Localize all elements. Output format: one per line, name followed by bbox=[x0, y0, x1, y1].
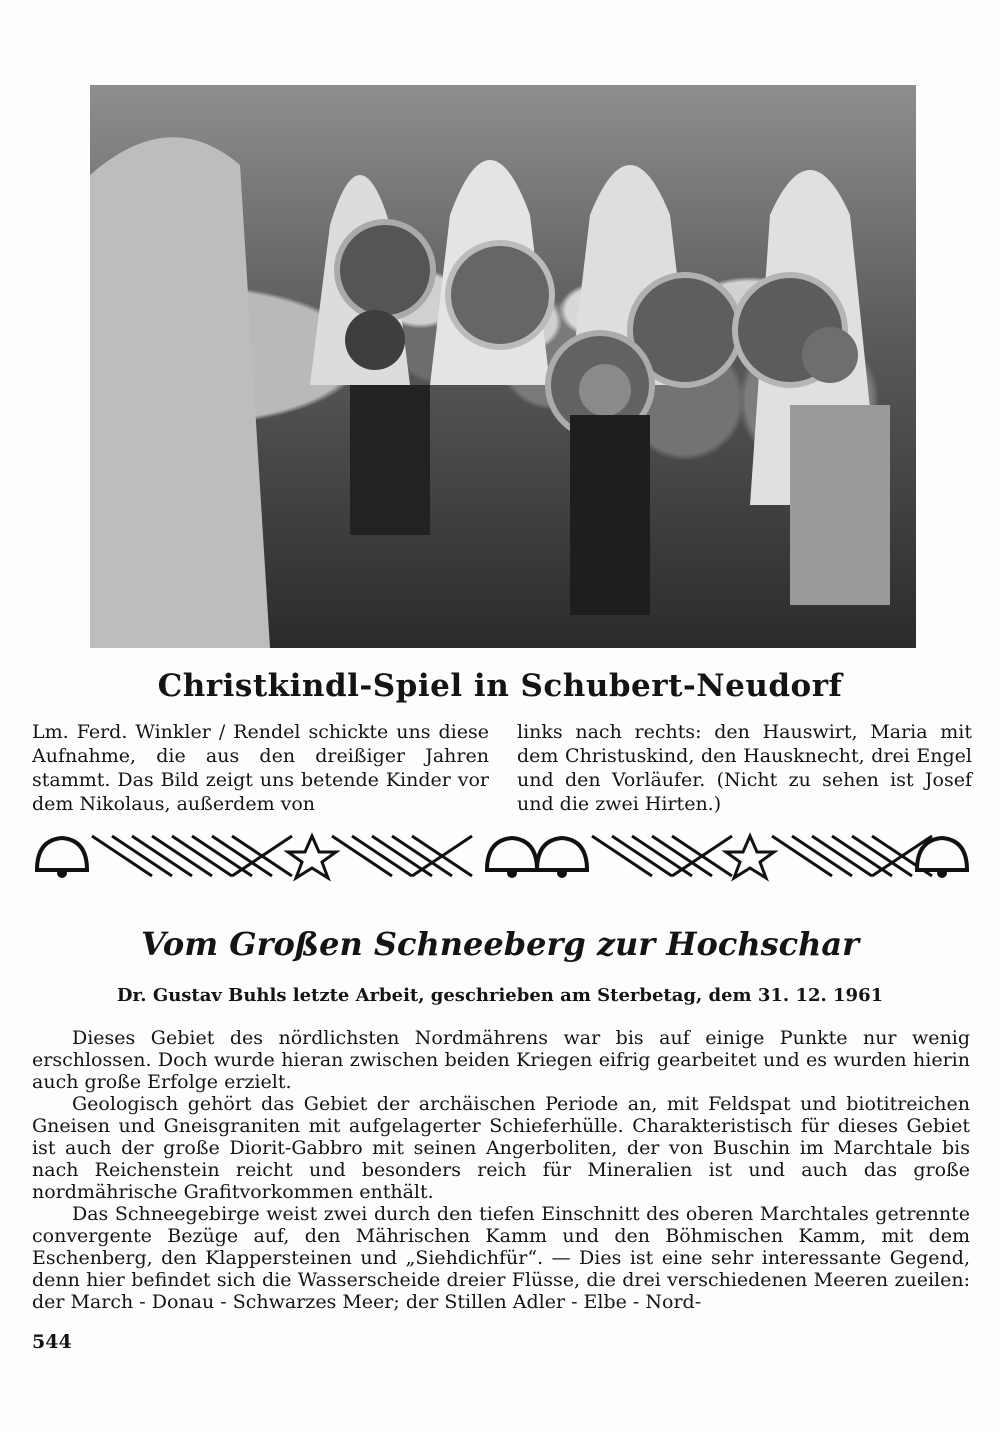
article-subtitle: Dr. Gustav Buhls letzte Arbeit, geschrieben am Sterbetag, dem 31. 12. 1961 bbox=[116, 985, 884, 1006]
paragraph: Dieses Gebiet des nördlichsten Nordmährens war bis auf einige Punkte nur wenig erschlossen. Doch wurde hieran zwischen beiden Kriegen eifrig gearbeitet und es wurden hierin auch große Erfolge erzielt. bbox=[32, 1027, 970, 1093]
decorative-ornament-band bbox=[32, 830, 972, 882]
caption-text-right: links nach rechts: den Hauswirt, Maria mit dem Christuskind, den Hausknecht, drei Engel und den Vorläufer. (Nicht zu sehen ist Josef und die zwei Hirten.) bbox=[517, 721, 972, 815]
bell-icon bbox=[37, 838, 87, 878]
page-number: 544 bbox=[32, 1331, 72, 1353]
paragraph: Das Schneegebirge weist zwei durch den tiefen Einschnitt des oberen Marchtales getrennte convergente Bezüge auf, den Mährischen Kamm und den Böhmischen Kamm, mit dem Eschenberg, den Klappersteinen und „Siehdichfür“. — Dies ist eine sehr interessante Gegend, denn hier befindet sich die Wasserscheide dreier Flüsse, die drei verschiedenen Meeren zueilen: der March - Donau - Schwarzes Meer; der Stillen Adler - Elbe - Nord- bbox=[32, 1203, 970, 1313]
historical-photo bbox=[90, 85, 916, 648]
bell-icon bbox=[917, 838, 967, 878]
bell-icon bbox=[487, 838, 537, 878]
photo-figures bbox=[90, 85, 916, 648]
paragraph: Geologisch gehört das Gebiet der archäischen Periode an, mit Feldspat und biotitreichen Gneisen und Gneisgraniten mit aufgelagerter Schieferhülle. Charakteristisch für dieses Gebiet ist auch der große Diorit-Gabbro mit seinen Angerboliten, der von Buschin im Marchtale bis nach Reichenstein reicht und besonders reich für Mineralien ist und auch das große nordmährische Grafitvorkommen enthält. bbox=[32, 1093, 970, 1203]
bell-icon bbox=[537, 838, 587, 878]
star-icon bbox=[726, 836, 774, 878]
article-title: Vom Großen Schneeberg zur Hochschar bbox=[141, 925, 859, 963]
star-icon bbox=[288, 836, 336, 878]
caption-text-left: Lm. Ferd. Winkler / Rendel schickte uns diese Aufnahme, die aus den dreißiger Jahren stammt. Das Bild zeigt uns betende Kinder vor dem Nikolaus, außerdem von bbox=[32, 721, 489, 815]
article-body bbox=[32, 1027, 970, 1313]
photo-caption-title: Christkindl-Spiel in Schubert-Neudorf bbox=[157, 668, 843, 704]
